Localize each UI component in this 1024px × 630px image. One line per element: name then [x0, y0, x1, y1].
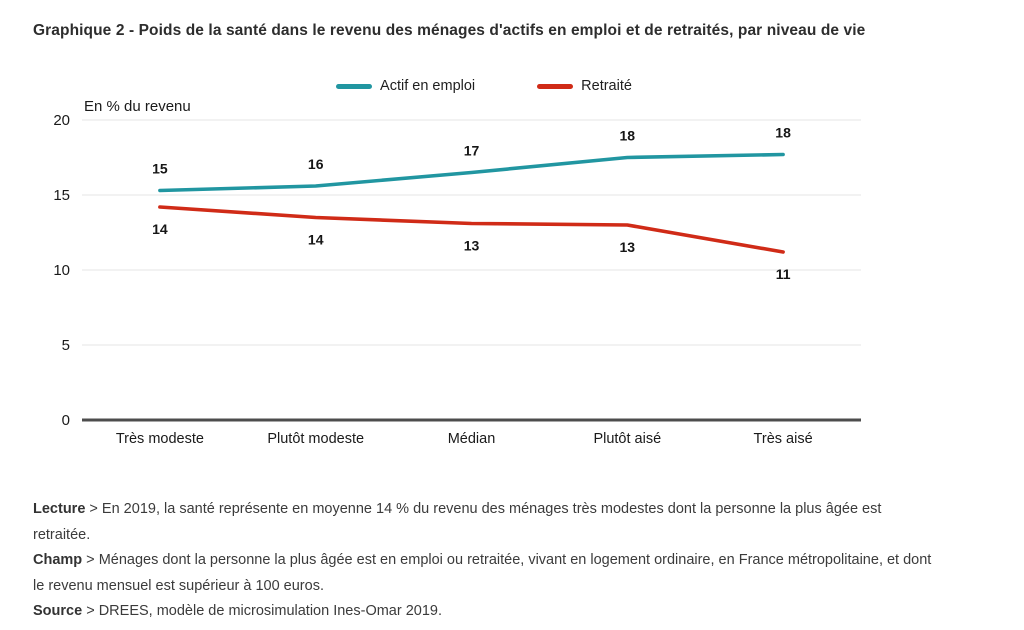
footer-notes — [33, 497, 938, 625]
note-champ-text: Ménages dont la personne la plus âgée est en emploi ou retraitée, vivant en logement ordinaire, en France métropolitaine, et dont le revenu mensuel est supérieur à 100 euros. — [33, 552, 932, 594]
legend-label-actif: Actif en emploi — [380, 78, 476, 94]
data-label: 13 — [619, 239, 636, 255]
series-line — [160, 155, 783, 191]
x-tick-label: Médian — [447, 431, 496, 447]
note-champ-separator: > — [82, 552, 99, 568]
y-tick-label-15: 15 — [53, 187, 70, 204]
y-tick-label-10: 10 — [53, 262, 70, 279]
data-label: 11 — [775, 266, 791, 282]
y-tick-label-5: 5 — [61, 337, 70, 354]
note-lecture — [33, 497, 938, 548]
note-lecture-text: En 2019, la santé représente en moyenne 14 % du revenu des ménages très modestes dont la personne la plus âgée est retraitée. — [33, 501, 882, 543]
data-label: 16 — [307, 156, 324, 172]
data-label: 15 — [152, 160, 168, 177]
x-tick-label: Très aisé — [753, 431, 813, 447]
y-tick-label-20: 20 — [53, 112, 70, 129]
note-source — [33, 599, 938, 625]
note-source-text: DREES, modèle de microsimulation Ines-Omar 2019. — [98, 603, 443, 619]
data-label: 14 — [307, 231, 324, 248]
note-source-separator: > — [82, 603, 99, 619]
note-source-label: Source — [33, 603, 83, 619]
note-lecture-separator: > — [85, 501, 102, 517]
note-champ — [33, 548, 938, 599]
note-lecture-label: Lecture — [33, 501, 86, 517]
chart-title: Graphique 2 - Poids de la santé dans le revenu des ménages d'actifs en emploi et de retraités, par niveau de vie — [33, 22, 866, 39]
x-tick-label: Plutôt aisé — [593, 431, 662, 447]
data-label: 17 — [463, 142, 480, 159]
note-champ-label: Champ — [33, 552, 83, 568]
legend-label-retraite: Retraité — [581, 78, 632, 94]
data-label: 18 — [775, 124, 791, 141]
x-tick-label: Très modeste — [115, 431, 204, 447]
x-tick-label: Plutôt modeste — [267, 431, 365, 447]
y-axis-unit-label: En % du revenu — [84, 98, 191, 115]
data-label: 18 — [619, 127, 636, 144]
y-tick-label-0: 0 — [61, 412, 70, 429]
data-label: 13 — [463, 237, 480, 254]
data-label: 14 — [152, 221, 168, 237]
